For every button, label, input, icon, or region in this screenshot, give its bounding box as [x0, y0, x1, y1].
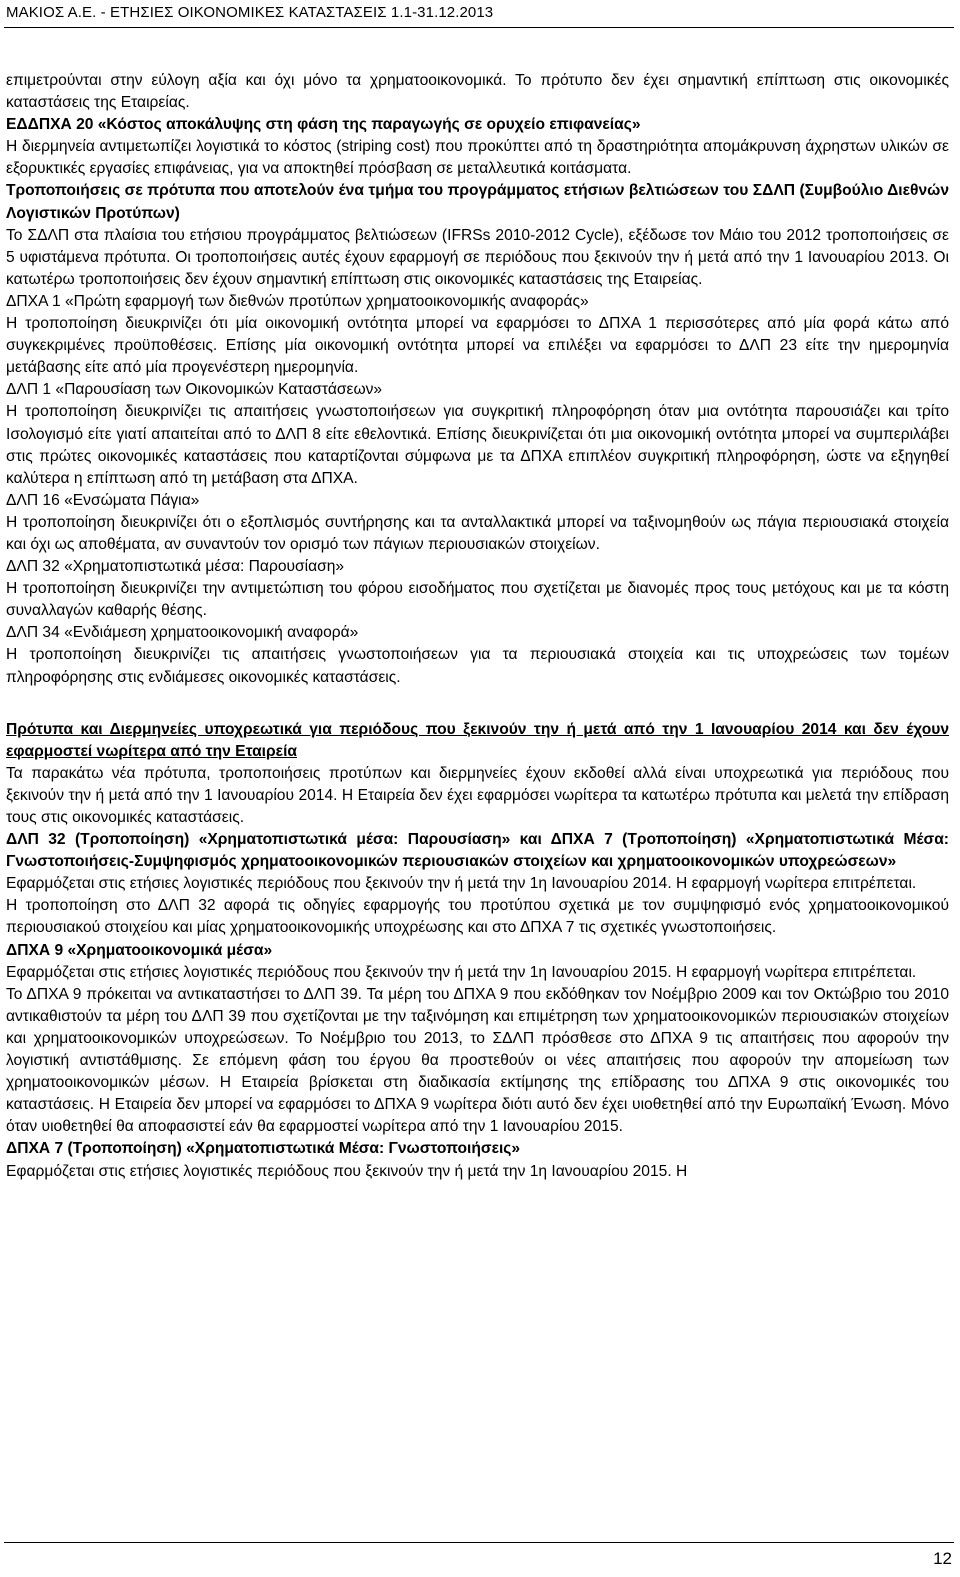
section-heading: Τροποποιήσεις σε πρότυπα που αποτελούν ένα τμήμα του προγράμματος ετήσιων βελτιώσεων του ΣΔΛΠ (Συμβούλιο Διεθνών Λογιστικών Προτύπων) — [6, 182, 949, 222]
paragraph: Εφαρμόζεται στις ετήσιες λογιστικές περιόδους που ξεκινούν την ή μετά την 1η Ιανουαρίου 2015. Η εφαρμογή νωρίτερα επιτρέπεται. — [6, 963, 917, 981]
paragraph: Η τροποποίηση διευκρινίζει την αντιμετώπιση του φόρου εισοδήματος που σχετίζεται με διανομές προς τους μετόχους και με τα κόστη συναλλαγών καθαρής θέσης. — [6, 580, 949, 620]
section-heading: ΔΛΠ 32 (Τροποποίηση) «Χρηματοπιστωτικά μέσα: Παρουσίαση» και ΔΠΧΑ 7 (Τροποποίηση) «Χρηματοπιστωτικά Μέσα: Γνωστοποιήσεις-Συμψηφισμός χρηματοοικονομικών περιουσιακών στοιχείων και χρηματοοικονομικών υποχρεώσεων» — [6, 831, 949, 871]
paragraph: Η τροποποίηση διευκρινίζει ότι μία οικονομική οντότητα μπορεί να εφαρμόσει το ΔΠΧΑ 1 περισσότερες από μία φορά κάτω από συγκεκριμένες προϋποθέσεις. Επίσης μία οικονομική οντότητα μπορεί να επιλέξει να εφαρμόσει το ΔΛΠ 23 είτε την ημερομηνία μετάβασης είτε από μία προγενέστερη ημερομηνία. — [6, 315, 949, 377]
paragraph: Η διερμηνεία αντιμετωπίζει λογιστικά το κόστος (striping cost) που προκύπτει από τη δραστηριότητα απομάκρυνση άχρηστων υλικών σε εξορυκτικές εργασίες επιφάνειας, για να αποκτηθεί πρόσβαση σε μεταλλευτικά κοιτάσματα. — [6, 138, 949, 178]
section-heading: ΕΔΔΠΧΑ 20 «Κόστος αποκάλυψης στη φάση της παραγωγής σε ορυχείο επιφανείας» — [6, 116, 641, 134]
paragraph: Η τροποποίηση διευκρινίζει τις απαιτήσεις γνωστοποιήσεων για συγκριτική πληροφόρηση όταν μια οντότητα παρουσιάζει και τρίτο Ισολογισμό είτε γιατί απαιτείται από το ΔΛΠ 8 είτε εθελοντικά. Επίσης διευκρινίζεται ότι μια οικονομική οντότητα μπορεί να συμπεριλάβει στις πρώτες οικονομικές καταστάσεις που καταρτίζονται σύμφωνα με τα ΔΠΧΑ επιπλέον συγκριτική πληροφόρηση, ώστε να εξηγηθεί καλύτερα η επίπτωση από τη μετάβαση στα ΔΠΧΑ. — [6, 403, 949, 487]
section-heading: ΔΠΧΑ 7 (Τροποποίηση) «Χρηματοπιστωτικά Μέσα: Γνωστοποιήσεις» — [6, 1140, 521, 1158]
paragraph: Το ΔΠΧΑ 9 πρόκειται να αντικαταστήσει το ΔΛΠ 39. Τα μέρη του ΔΠΧΑ 9 που εκδόθηκαν τον Νοέμβριο 2009 και τον Οκτώβριο του 2010 αντικαθιστούν τα μέρη του ΔΛΠ 39 που σχετίζονται με την ταξινόμηση και επιμέτρηση των χρηματοοικονομικών περιουσιακών στοιχείων και χρηματοοικονομικών υποχρεώσεων. Το Νοέμβριο του 2013, το ΣΔΛΠ πρόσθεσε στο ΔΠΧΑ 9 τις απαιτήσεις που αφορούν την λογιστική αντιστάθμισης. Σε επόμενη φάση του έργου θα προστεθούν οι νέες απαιτήσεις που αφορούν την απομείωση των χρηματοοικονομικών μέσων. Η Εταιρεία βρίσκεται στη διαδικασία εκτίμησης της επίδρασης του ΔΠΧΑ 9 στις οικονομικές του καταστάσεις. Η Εταιρεία δεν μπορεί να εφαρμόσει το ΔΠΧΑ 9 νωρίτερα διότι αυτό δεν έχει υιοθετηθεί από την Ευρωπαϊκή Ένωση. Μόνο όταν υιοθετηθεί θα αποφασιστεί εάν θα εφαρμοστεί νωρίτερα από την 1 Ιανουαρίου 2015. — [6, 985, 949, 1136]
paragraph: επιμετρούνται στην εύλογη αξία και όχι μόνο τα χρηματοοικονομικά. Το πρότυπο δεν έχει σημαντική επίπτωση στις οικονομικές καταστάσεις της Εταιρείας. — [6, 72, 949, 112]
paragraph: Το ΣΔΛΠ στα πλαίσια του ετήσιου προγράμματος βελτιώσεων (IFRSs 2010-2012 Cycle), εξέδωσε τον Μάιο του 2012 τροποποιήσεις σε 5 υφιστάμενα πρότυπα. Οι τροποποιήσεις αυτές έχουν εφαρμογή σε περιόδους που ξεκινούν την ή μετά από την 1 Ιανουαρίου 2013. Οι κατωτέρω τροποποιήσεις δεν έχουν σημαντική επίπτωση στις οικονομικές καταστάσεις της Εταιρείας. — [6, 226, 949, 288]
paragraph: Η τροποποίηση διευκρινίζει ότι ο εξοπλισμός συντήρησης και τα ανταλλακτικά μπορεί να ταξινομηθούν ως πάγια περιουσιακά στοιχεία και όχι ως αποθέματα, αν συναντούν τον ορισμό των πάγιων περιουσιακών στοιχείων. — [6, 513, 949, 553]
standard-heading: ΔΛΠ 1 «Παρουσίαση των Οικονομικών Καταστάσεων» — [6, 381, 383, 399]
page-number: 12 — [933, 1549, 952, 1568]
section-title: Πρότυπα και Διερμηνείες υποχρεωτικά για περιόδους που ξεκινούν την ή μετά από την 1 Ιανουαρίου 2014 και δεν έχουν εφαρμοστεί νωρίτερα από την Εταιρεία — [6, 720, 949, 760]
page-header: ΜΑΚΙΟΣ Α.Ε. - ΕΤΗΣΙΕΣ ΟΙΚΟΝΟΜΙΚΕΣ ΚΑΤΑΣΤΑΣΕΙΣ 1.1-31.12.2013 — [6, 4, 494, 21]
header-divider — [4, 27, 954, 28]
paragraph: Εφαρμόζεται στις ετήσιες λογιστικές περιόδους που ξεκινούν την ή μετά την 1η Ιανουαρίου 2014. Η εφαρμογή νωρίτερα επιτρέπεται. — [6, 875, 917, 893]
standard-heading: ΔΛΠ 32 «Χρηματοπιστωτικά μέσα: Παρουσίαση» — [6, 558, 345, 576]
section-heading: ΔΠΧΑ 9 «Χρηματοοικονομικά μέσα» — [6, 941, 273, 959]
footer-divider — [4, 1542, 954, 1543]
standard-heading: ΔΛΠ 16 «Ενσώματα Πάγια» — [6, 491, 200, 509]
paragraph: Η τροποποίηση διευκρινίζει τις απαιτήσεις γνωστοποιήσεων για τα περιουσιακά στοιχεία και τις υποχρεώσεις των τομέων πληροφόρησης στις ενδιάμεσες οικονομικές καταστάσεις. — [6, 646, 949, 686]
paragraph: Τα παρακάτω νέα πρότυπα, τροποποιήσεις προτύπων και διερμηνείες έχουν εκδοθεί αλλά είναι υποχρεωτικά για περιόδους που ξεκινούν την ή μετά από την 1 Ιανουαρίου 2014. Η Εταιρεία δεν έχει εφαρμόσει νωρίτερα τα κατωτέρω πρότυπα και μελετά την επίδραση τους στις οικονομικές καταστάσεις. — [6, 764, 949, 826]
document-body — [6, 70, 949, 1183]
standard-heading: ΔΠΧΑ 1 «Πρώτη εφαρμογή των διεθνών προτύπων χρηματοοικονομικής αναφοράς» — [6, 292, 589, 310]
section-gap — [6, 689, 949, 719]
paragraph: Η τροποποίηση στο ΔΛΠ 32 αφορά τις οδηγίες εφαρμογής του προτύπου σχετικά με τον συμψηφισμό ενός χρηματοοικονομικού περιουσιακού στοιχείου και μίας χρηματοοικονομικής υποχρέωσης και στο ΔΠΧΑ 7 τις σχετικές γνωστοποιήσεις. — [6, 897, 949, 937]
paragraph: Εφαρμόζεται στις ετήσιες λογιστικές περιόδους που ξεκινούν την ή μετά την 1η Ιανουαρίου 2015. Η — [6, 1162, 688, 1180]
standard-heading: ΔΛΠ 34 «Ενδιάμεση χρηματοοικονομική αναφορά» — [6, 624, 359, 642]
